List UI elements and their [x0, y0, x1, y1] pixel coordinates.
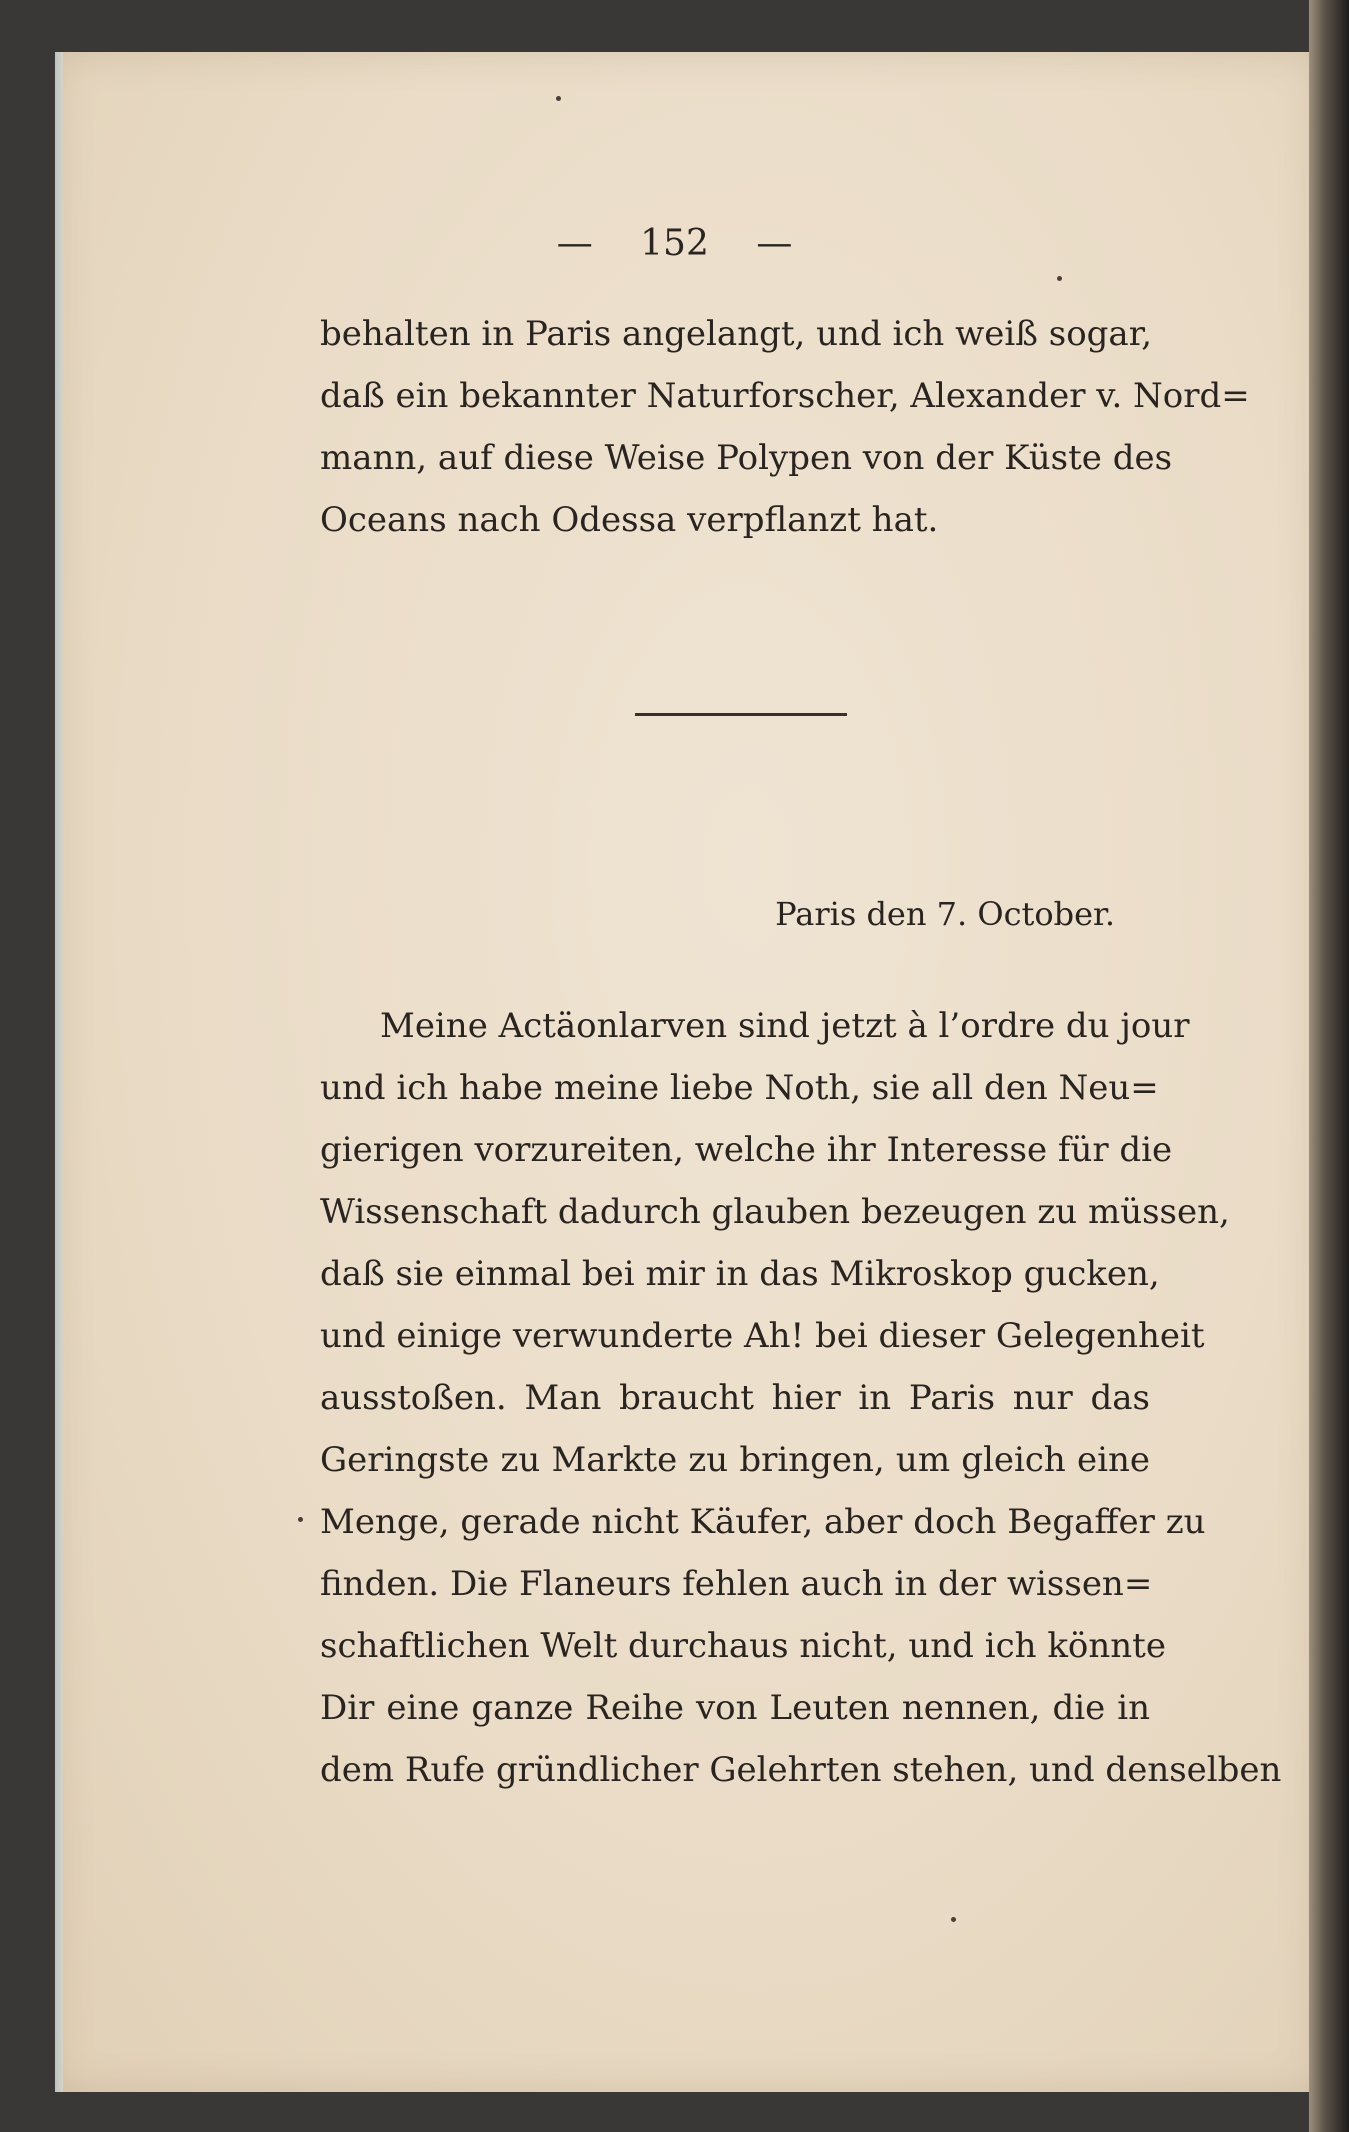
paper-speck	[1057, 276, 1062, 281]
text-line: und ich habe meine liebe Noth, sie all den Neu=	[320, 1068, 1159, 1108]
text-line: Oceans nach Odessa verpflanzt hat.	[320, 500, 939, 540]
text-line: dem Rufe gründlicher Gelehrten stehen, und denselben	[320, 1750, 1282, 1790]
binding-shadow	[1309, 0, 1349, 2132]
text-line: Geringste zu Markte zu bringen, um gleich eine	[320, 1440, 1150, 1480]
section-divider	[635, 713, 847, 716]
header-dash-left: —	[556, 223, 593, 264]
text-line: mann, auf diese Weise Polypen von der Küste des	[320, 438, 1173, 478]
dateline: Paris den 7. October.	[775, 895, 1115, 933]
text-line: und einige verwunderte Ah! bei dieser Gelegenheit	[320, 1316, 1205, 1356]
paper-speck	[556, 96, 561, 101]
text-line: ausstoßen. Man braucht hier in Paris nur das	[320, 1378, 1150, 1418]
paragraph-1	[320, 303, 1250, 551]
page-header	[0, 218, 1349, 270]
text-line: Wissenschaft dadurch glauben bezeugen zu müssen,	[320, 1192, 1230, 1232]
text-line: schaftlichen Welt durchaus nicht, und ich könnte	[320, 1626, 1166, 1666]
page-edge	[55, 52, 63, 2092]
paper-speck	[951, 1917, 956, 1922]
text-line: Meine Actäonlarven sind jetzt à l’ordre du jour	[380, 1006, 1190, 1046]
text-line: daß sie einmal bei mir in das Mikroskop gucken,	[320, 1254, 1160, 1294]
header-dash-right: —	[756, 223, 793, 264]
text-line: behalten in Paris angelangt, und ich weiß sogar,	[320, 314, 1153, 354]
text-line: Menge, gerade nicht Käufer, aber doch Begaffer zu	[320, 1502, 1206, 1542]
text-line: daß ein bekannter Naturforscher, Alexander v. Nord=	[320, 376, 1250, 416]
page-number: 152	[640, 223, 709, 264]
text-line: Dir eine ganze Reihe von Leuten nennen, die in	[320, 1688, 1150, 1728]
text-line: gierigen vorzureiten, welche ihr Interesse für die	[320, 1130, 1173, 1170]
text-line: finden. Die Flaneurs fehlen auch in der wissen=	[320, 1564, 1153, 1604]
paper-speck	[298, 1517, 303, 1522]
paragraph-2	[320, 995, 1282, 1801]
